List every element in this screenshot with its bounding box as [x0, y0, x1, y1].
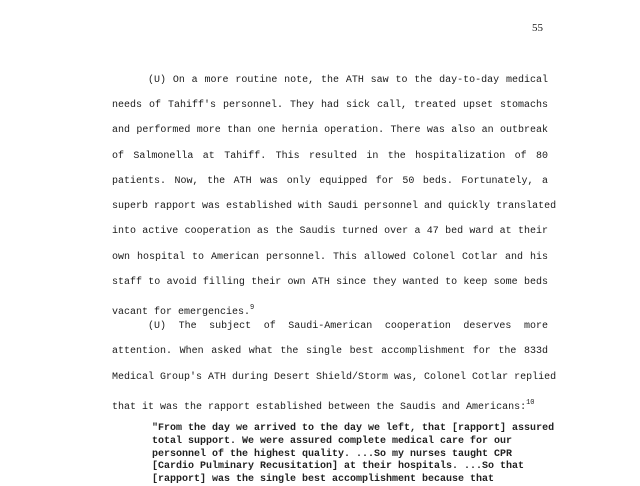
- paragraph-line: and performed more than one hernia operation. There was also an outbreak: [112, 125, 548, 136]
- paragraph-line: own hospital to American personnel. This allowed Colonel Cotlar and his: [112, 252, 548, 263]
- paragraph-line: [112, 397, 548, 414]
- paragraph-line: of Salmonella at Tahiff. This resulted in the hospitalization of 80: [112, 151, 548, 162]
- quote-line: personnel of the highest quality. ...So my nurses taught CPR: [152, 449, 513, 460]
- paragraph-line: attention. When asked what the single best accomplishment for the 833d: [112, 346, 548, 357]
- quote-line: "From the day we arrived to the day we left, that [rapport] assured: [152, 423, 555, 434]
- paragraph-line: superb rapport was established with Saudi personnel and quickly translated: [112, 201, 557, 212]
- quote-line: [rapport] was the single best accomplishment because that: [152, 474, 495, 485]
- paragraph-line: needs of Tahiff's personnel. They had sick call, treated upset stomachs: [112, 100, 548, 111]
- page-number: 55: [532, 22, 543, 34]
- paragraph-line: (U) On a more routine note, the ATH saw to the day-to-day medical: [148, 75, 548, 86]
- paragraph-line: [112, 302, 548, 319]
- footnote-marker: 10: [526, 399, 535, 407]
- paragraph-line: into active cooperation as the Saudis turned over a 47 bed ward at their: [112, 226, 548, 237]
- paragraph-line: Medical Group's ATH during Desert Shield/Storm was, Colonel Cotlar replied: [112, 372, 557, 383]
- quote-line: [Cardio Pulminary Recusitation] at their hospitals. ...So that: [152, 461, 525, 472]
- footnote-marker: 9: [250, 304, 255, 312]
- quote-line: total support. We were assured complete medical care for our: [152, 436, 513, 447]
- paragraph-text: that it was the rapport established between the Saudis and Americans:: [112, 402, 527, 413]
- paragraph-line: staff to avoid filling their own ATH since they wanted to keep some beds: [112, 277, 548, 288]
- paragraph-text: vacant for emergencies.: [112, 307, 251, 318]
- paragraph-line: (U) The subject of Saudi-American cooperation deserves more: [148, 321, 548, 332]
- paragraph-line: patients. Now, the ATH was only equipped for 50 beds. Fortunately, a: [112, 176, 548, 187]
